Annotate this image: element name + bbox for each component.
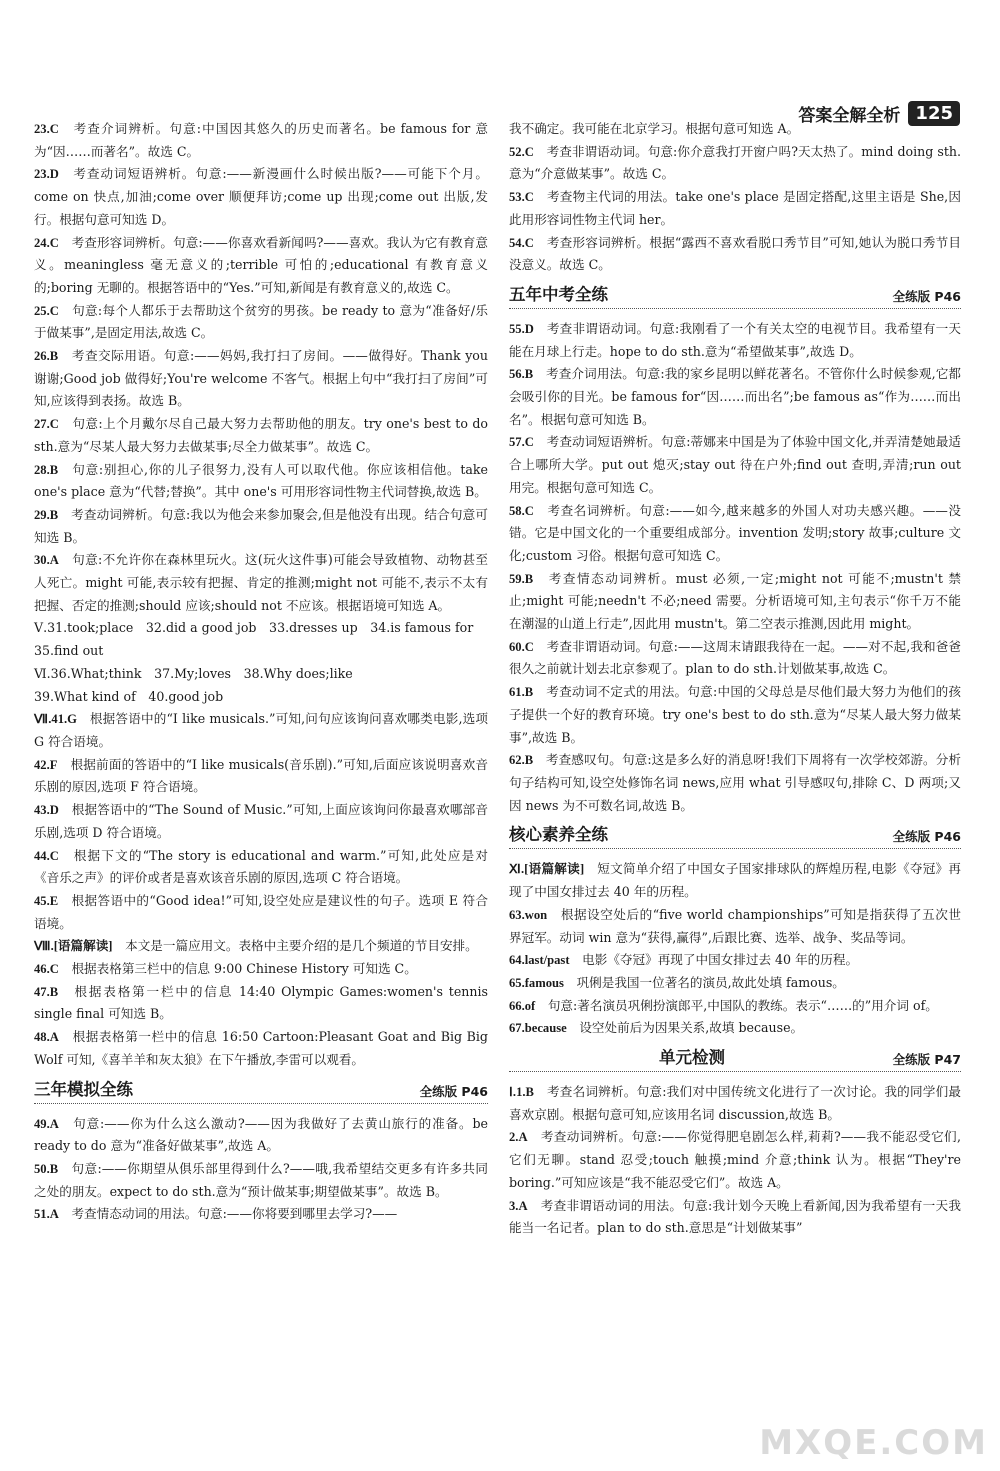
- section-page-ref: 全练版 P46: [419, 1083, 488, 1099]
- section-heading: [509, 284, 961, 309]
- answer-explanation: 考查动词辨析。句意:——你觉得肥皂剧怎么样,莉莉?——我不能忍受它们,它们无聊。stand 忍受;touch 触摸;mind 介意;think 认为。根据“They're boring.”可知应该是“我不能忍受它们”。故选 A。: [509, 1129, 961, 1190]
- answer-number: 50.B: [34, 1161, 59, 1176]
- answer-number: Ⅰ.1.B: [509, 1085, 534, 1100]
- answer-entry: [509, 363, 961, 431]
- section-heading: [34, 1079, 488, 1104]
- answer-entry: [34, 232, 488, 300]
- answer-explanation: 考查非谓语动词。句意:我刚看了一个有关太空的电视节目。我希望有一天能在月球上行走。hope to do sth.意为“希望做某事”,故选 D。: [509, 320, 962, 359]
- section-page-ref: 全练版 P47: [892, 1052, 961, 1068]
- answer-explanation: 电影《夺冠》再现了中国女排过去 40 年的历程。: [582, 952, 859, 968]
- answer-entry: [509, 141, 961, 186]
- answer-entry: [509, 186, 961, 231]
- answer-number: 28.B: [34, 462, 59, 477]
- answer-explanation: 考查名词辨析。句意:我们对中国传统文化进行了一次讨论。我的同学们最喜欢京剧。根据句意可知,应该用名词 discussion,故选 B。: [509, 1084, 961, 1122]
- answer-entry: [509, 858, 961, 903]
- answer-entry: [509, 1126, 961, 1194]
- answer-number: 61.B: [509, 685, 534, 700]
- answer-explanation: 根据表格第三栏中的信息 9:00 Chinese History 可知选 C。: [71, 961, 417, 977]
- answer-explanation: 考查介词用法。句意:我的家乡昆明以鲜花著名。不管你什么时候参观,它都会吸引你的目光。be famous for“因……而出名”;be famous as“作为……而出名”。根据句意可知选 B。: [509, 366, 962, 427]
- answer-number: Ⅷ.[语篇解读]: [34, 939, 113, 954]
- answer-entry: [34, 1203, 488, 1226]
- answer-entry: [34, 345, 488, 413]
- answer-explanation: 考查交际用语。句意:——妈妈,我打扫了房间。——做得好。Thank you 谢谢;Good job 做得好;You're welcome 不客气。根据上句中“我打扫了房间”可知,应该得到表扬。故选 B。: [34, 348, 488, 409]
- answer-number: Ⅶ.41.G: [34, 712, 77, 727]
- answer-number: 67.because: [509, 1021, 567, 1036]
- answer-explanation: 考查非谓语动词。句意:——这周末请跟我待在一起。——对不起,我和爸爸很久之前就计划去北京参观了。plan to do sth.计划做某事,故选 C。: [509, 638, 962, 677]
- answer-number: 64.last/past: [509, 953, 570, 968]
- answer-explanation: 考查情态动词的用法。句意:——你将要到哪里去学习?——: [71, 1206, 398, 1222]
- answer-explanation: 本文是一篇应用文。表格中主要介绍的是几个频道的节目安排。: [125, 938, 478, 954]
- answer-number: 57.C: [509, 435, 534, 450]
- answer-entry: [34, 413, 488, 458]
- answer-number: 26.B: [34, 349, 59, 364]
- answer-explanation: 考查形容词辨析。根据“露西不喜欢看脱口秀节目”可知,她认为脱口秀节目没意义。故选 C。: [509, 234, 961, 273]
- answer-entry: [34, 504, 488, 549]
- answer-number: 46.C: [34, 962, 59, 977]
- answer-number: 52.C: [509, 144, 534, 159]
- section-title: 核心素养全练: [509, 825, 608, 845]
- answer-number: 59.B: [509, 571, 534, 586]
- answer-number: 27.C: [34, 417, 59, 432]
- answer-explanation: 考查动词辨析。句意:我以为他会来参加聚会,但是他没有出现。结合句意可知选 B。: [34, 506, 488, 545]
- answer-entry: [509, 1081, 961, 1126]
- answer-explanation: 考查形容词辨析。句意:——你喜欢看新闻吗?——喜欢。我认为它有教育意义。meaningless 毫无意义的;terrible 可怕的;educational 有教育意义的;boring 无聊的。根据答语中的“Yes.”可知,新闻是有教育意义的,故选 C。: [34, 234, 489, 295]
- answer-number: 56.B: [509, 367, 534, 382]
- answer-explanation: 根据设空处后的“five world championships”可知是指获得了五次世界冠军。动词 win 意为“获得,赢得”,后跟比赛、选举、战争、奖品等词。: [509, 906, 961, 945]
- answer-line: 35.find out: [34, 643, 104, 659]
- answer-line: 我不确定。我可能在北京学习。根据句意可知选 A。: [509, 121, 800, 136]
- answer-number: 55.D: [509, 321, 534, 336]
- answer-entry: [34, 163, 488, 231]
- answer-number: 45.E: [34, 893, 59, 908]
- answer-entry: [34, 459, 488, 504]
- answer-number: 49.A: [34, 1116, 59, 1131]
- answer-number: 3.A: [509, 1198, 528, 1213]
- answer-entry: [509, 431, 961, 499]
- answer-entry: [34, 1158, 488, 1203]
- answer-explanation: 根据前面的答语中的“I like musicals(音乐剧).”可知,后面应该说明喜欢音乐剧的原因,选项 F 符合语境。: [34, 756, 488, 795]
- answer-number: 42.F: [34, 757, 58, 772]
- answer-entry: [34, 799, 488, 844]
- answer-entry: [509, 995, 961, 1018]
- section-heading: [509, 824, 961, 849]
- right-column: [509, 118, 961, 1240]
- answer-number: 65.famous: [509, 975, 564, 990]
- answer-entry: [509, 1017, 961, 1040]
- answer-entry: [509, 972, 961, 995]
- answer-number: 63.won: [509, 907, 548, 922]
- answer-number: 51.A: [34, 1207, 59, 1222]
- header-title: 答案全解全析: [798, 105, 901, 126]
- answer-number: 29.B: [34, 507, 59, 522]
- answer-explanation: 考查感叹句。句意:这是多么好的消息呀!我们下周将有一次学校郊游。分析句子结构可知,设空处修饰名词 news,应用 what 引导感叹句,排除 C、D 两项;又因 news 为不可数名词,故选 B。: [509, 752, 961, 813]
- answer-number: 30.A: [34, 553, 59, 568]
- answer-explanation: 根据表格第一栏中的信息 16:50 Cartoon:Pleasant Goat and Big Big Wolf 可知,《喜羊羊和灰太狼》在下午播放,李雷可以观看。: [34, 1029, 488, 1067]
- answer-number: 66.of: [509, 998, 536, 1013]
- answer-number: 60.C: [509, 639, 534, 654]
- section-page-ref: 全练版 P46: [892, 288, 961, 304]
- answer-number: 53.C: [509, 190, 534, 205]
- answer-entry: [509, 318, 961, 363]
- answer-entry: [34, 958, 488, 981]
- answer-explanation: 考查非谓语动词。句意:你介意我打开窗户吗?天太热了。mind doing sth.意为“介意做某事”。故选 C。: [509, 143, 961, 182]
- answer-explanation: 句意:不允许你在森林里玩火。这(玩火这件事)可能会导致植物、动物甚至人死亡。might 可能,表示较有把握、肯定的推测;might not 可能不,表示不太有把握、否定的推测;should 应该;should not 不应该。根据语境可知选 A。: [34, 552, 489, 613]
- answer-explanation: 考查物主代词的用法。take one's place 是固定搭配,这里主语是 She,因此用形容词性物主代词 her。: [509, 189, 962, 227]
- left-column: [34, 118, 488, 1226]
- answer-explanation: 根据表格第一栏中的信息 14:40 Olympic Games:women's tennis single final 可知选 B。: [34, 983, 489, 1022]
- answer-explanation: 考查动词不定式的用法。句意:中国的父母总是尽他们最大努力为他们的孩子提供一个好的教育环境。try one's best to do sth.意为“尽某人最大努力做某事”,故选 B。: [509, 684, 962, 745]
- answer-explanation: 句意:每个人都乐于去帮助这个贫穷的男孩。be ready to 意为“准备好/乐于做某事”,是固定用法,故选 C。: [34, 302, 489, 341]
- section-title: 五年中考全练: [509, 284, 608, 304]
- answer-number: 25.C: [34, 303, 59, 318]
- answer-explanation: 句意:——你期望从俱乐部里得到什么?——哦,我希望结交更多有许多共同之处的朋友。expect to do sth.意为“预计做某事;期望做某事”。故选 B。: [34, 1160, 488, 1199]
- answer-entry: [509, 949, 961, 972]
- answer-explanation: 句意:——你为什么这么激动?——因为我做好了去黄山旅行的准备。be ready to do 意为“准备好做某事”,故选 A。: [34, 1115, 489, 1154]
- answer-explanation: 根据答语中的“Good idea!”可知,设空处应是建议性的句子。选项 E 符合语境。: [34, 892, 489, 931]
- page-number: 125: [908, 101, 960, 126]
- answer-entry: [34, 890, 488, 935]
- answer-number: 43.D: [34, 803, 59, 818]
- answer-number: 48.A: [34, 1030, 59, 1045]
- answer-number: 2.A: [509, 1130, 528, 1145]
- answer-entry: [509, 1195, 961, 1240]
- answer-explanation: 巩俐是我国一位著名的演员,故此处填 famous。: [576, 974, 845, 990]
- answer-explanation: 考查介词辨析。句意:中国因其悠久的历史而著名。be famous for 意为“因……而著名”。故选 C。: [34, 121, 488, 159]
- answer-number: 23.D: [34, 167, 59, 182]
- answer-explanation: 根据下文的“The story is educational and warm.”可知,此处应是对《音乐之声》的评价或者是喜欢该音乐剧的原因,选项 C 符合语境。: [34, 847, 489, 886]
- answer-entry: [34, 754, 488, 799]
- answer-entry: [34, 981, 488, 1026]
- answer-explanation: 考查情态动词辨析。must 必须,一定;might not 可能不;mustn't 禁止;might 可能;needn't 不必;need 需要。分析语境可知,主句表示“你千万不能在潮湿的山道上行走”,因此用 mustn't。第二空表示推测,因此用 might。: [509, 570, 962, 632]
- answer-entry: [34, 935, 488, 958]
- answer-explanation: 句意:著名演员巩俐扮演郎平,中国队的教练。表示“……的”用介词 of。: [547, 997, 938, 1013]
- section-heading: [509, 1047, 961, 1072]
- answer-entry: [34, 300, 488, 345]
- answer-entry: [509, 500, 961, 568]
- answer-explanation: 句意:上个月戴尔尽自己最大努力去帮助他的朋友。try one's best to do sth.意为“尽某人最大努力去做某事;尽全力做某事”。故选 C。: [34, 416, 488, 454]
- section-title: 单元检测: [659, 1048, 725, 1068]
- answer-number: 58.C: [509, 503, 534, 518]
- answer-entry: [34, 1026, 488, 1071]
- answer-entry: [34, 708, 488, 753]
- section-title: 三年模拟全练: [34, 1079, 133, 1099]
- answer-entry: [509, 636, 961, 681]
- answer-entry: [34, 549, 488, 617]
- answer-number: Ⅺ.[语篇解读]: [509, 862, 585, 877]
- answer-number: 24.C: [34, 235, 59, 250]
- answer-explanation: 考查非谓语动词的用法。句意:我计划今天晚上看新闻,因为我希望有一天我能当一名记者。plan to do sth.意思是“计划做某事”: [509, 1197, 962, 1236]
- answer-line: Ⅵ.36.What;think 37.My;loves 38.Why does;like: [34, 665, 353, 681]
- answer-explanation: 根据答语中的“The Sound of Music.”可知,上面应该询问你最喜欢哪部音乐剧,选项 D 符合语境。: [34, 802, 488, 840]
- answer-explanation: 句意:别担心,你的儿子很努力,没有人可以取代他。你应该相信他。take one's place 意为“代替;替换”。其中 one's 可用形容词性物主代词替换,故选 B。: [34, 461, 488, 500]
- watermark: MXQE.COM: [759, 1423, 988, 1463]
- answer-number: 23.C: [34, 122, 59, 136]
- answer-line: 39.What kind of 40.good job: [34, 688, 224, 704]
- answer-explanation: 设空处前后为因果关系,故填 because。: [579, 1020, 804, 1036]
- answer-entry: [509, 749, 961, 817]
- answer-number: 44.C: [34, 848, 59, 863]
- answer-explanation: 根据答语中的“I like musicals.”可知,问句应该询问喜欢哪类电影,选项 G 符合语境。: [34, 711, 488, 749]
- answer-explanation: 考查名词辨析。句意:——如今,越来越多的外国人对功夫感兴趣。——没错。它是中国文化的一个重要组成部分。invention 发明;story 故事;culture 文化;custom 习俗。根据句意可知选 C。: [509, 502, 962, 563]
- answer-entry: [509, 681, 961, 749]
- answer-entry: [509, 232, 961, 277]
- answer-entry: [509, 904, 961, 949]
- answer-line: Ⅴ.31.took;place 32.did a good job 33.dresses up 34.is famous for: [34, 620, 474, 636]
- answer-number: 47.B: [34, 984, 59, 999]
- answer-explanation: 考查动词短语辨析。句意:蒂娜来中国是为了体验中国文化,并弄清楚她最适合上哪所大学。put out 熄灭;stay out 待在户外;find out 查明,弄清;run out 用完。根据句意可知选 C。: [509, 434, 962, 495]
- answer-entry: [509, 568, 961, 636]
- answer-number: 62.B: [509, 753, 534, 768]
- answer-explanation: 考查动词短语辨析。句意:——新漫画什么时候出版?——可能下个月。come on 快点,加油;come over 顺便拜访;come up 出现;come out 出版,发行。根据句意可知选 D。: [34, 166, 489, 227]
- answer-entry: [34, 118, 488, 163]
- answer-entry: [34, 845, 488, 890]
- answer-explanation: 短文简单介绍了中国女子国家排球队的辉煌历程,电影《夺冠》再现了中国女排过去 40 年的历程。: [509, 861, 961, 900]
- section-page-ref: 全练版 P46: [892, 829, 961, 845]
- answer-number: 54.C: [509, 235, 534, 250]
- answer-entry: [34, 1113, 488, 1158]
